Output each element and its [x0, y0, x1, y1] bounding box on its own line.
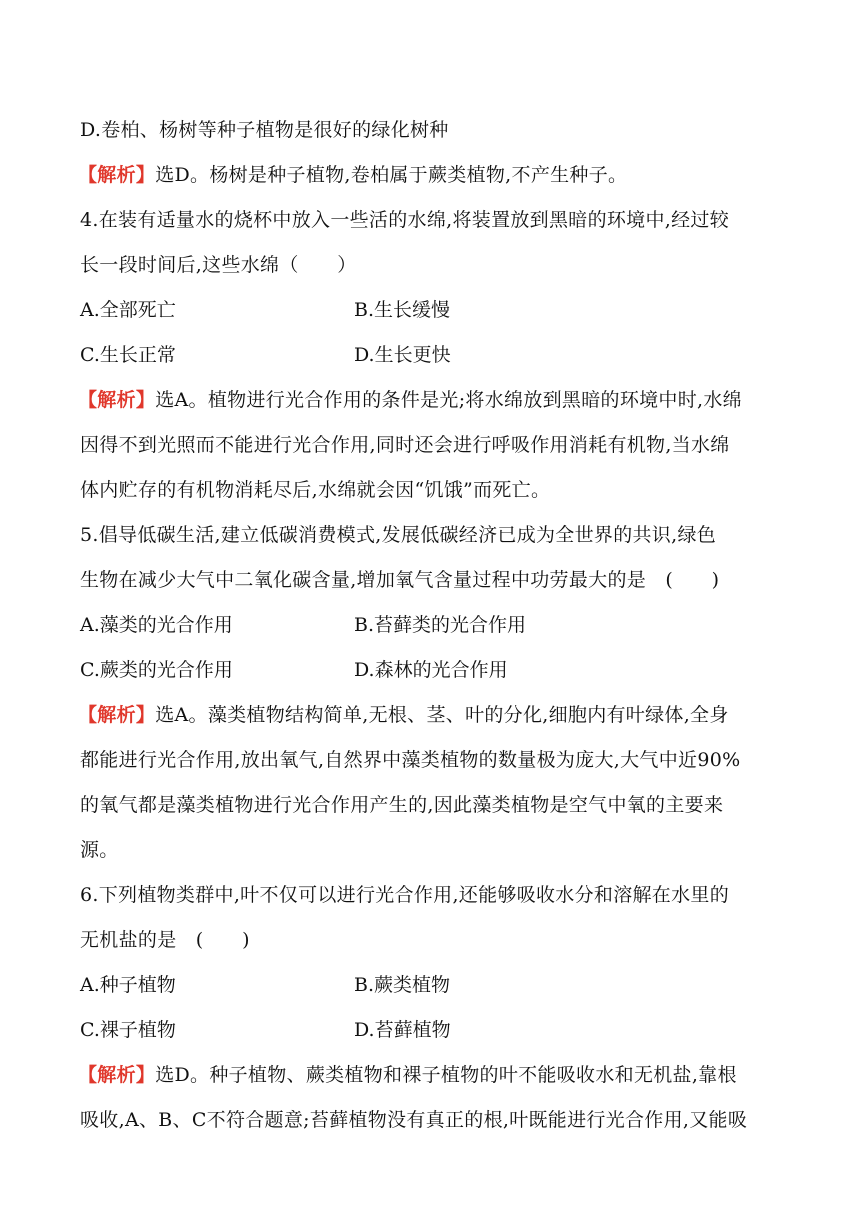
q4-analysis-line-1 [80, 378, 780, 423]
q4-analysis-line-3: 体内贮存的有机物消耗尽后,水绵就会因“饥饿”而死亡。 [80, 479, 551, 501]
q6-options-row-2 [80, 1008, 780, 1053]
q5-option-d: D.森林的光合作用 [354, 659, 508, 681]
q6-analysis-text-1: 选D。种子植物、蕨类植物和裸子植物的叶不能吸收水和无机盐,靠根 [155, 1064, 737, 1086]
q6-option-a: A.种子植物 [80, 974, 176, 996]
q4-stem-line-1: 4.在装有适量水的烧杯中放入一些活的水绵,将装置放到黑暗的环境中,经过较 [80, 209, 730, 231]
q5-analysis-line-1 [80, 693, 780, 738]
q4-option-b: B.生长缓慢 [354, 299, 451, 321]
q6-option-b: B.蕨类植物 [354, 974, 451, 996]
q5-stem-line-1: 5.倡导低碳生活,建立低碳消费模式,发展低碳经济已成为全世界的共识,绿色 [80, 524, 717, 546]
analysis-tag: 【解析】 [78, 389, 156, 411]
analysis-tag: 【解析】 [78, 704, 156, 726]
q6-options-row-1 [80, 963, 780, 1008]
q5-options-row-1 [80, 603, 780, 648]
q4-options-row-1 [80, 288, 780, 333]
q6-option-d: D.苔藓植物 [354, 1019, 451, 1041]
q5-option-a: A.藻类的光合作用 [80, 614, 233, 636]
q6-analysis-line-1 [80, 1053, 780, 1098]
q3-analysis-text: 选D。杨树是种子植物,卷柏属于蕨类植物,不产生种子。 [155, 164, 628, 186]
q5-stem-line-2: 生物在减少大气中二氧化碳含量,增加氧气含量过程中功劳最大的是 ( ) [80, 569, 720, 591]
q6-stem-line-1: 6.下列植物类群中,叶不仅可以进行光合作用,还能够吸收水分和溶解在水里的 [80, 884, 730, 906]
q3-analysis [80, 153, 780, 198]
q4-option-d: D.生长更快 [354, 344, 451, 366]
q4-option-a: A.全部死亡 [80, 299, 176, 321]
q6-stem-line-2: 无机盐的是 ( ) [80, 929, 250, 951]
q5-analysis-text-1: 选A。藻类植物结构简单,无根、茎、叶的分化,细胞内有叶绿体,全身 [155, 704, 729, 726]
q5-option-b: B.苔藓类的光合作用 [354, 614, 527, 636]
q5-options-row-2 [80, 648, 780, 693]
q3-option-d: D.卷柏、杨树等种子植物是很好的绿化树种 [80, 119, 449, 141]
q4-analysis-line-2: 因得不到光照而不能进行光合作用,同时还会进行呼吸作用消耗有机物,当水绵 [80, 434, 730, 456]
analysis-tag: 【解析】 [78, 164, 156, 186]
q5-analysis-line-4: 源。 [80, 839, 119, 861]
document-page [80, 108, 780, 1143]
analysis-tag: 【解析】 [78, 1064, 156, 1086]
q4-analysis-text-1: 选A。植物进行光合作用的条件是光;将水绵放到黑暗的环境中时,水绵 [155, 389, 742, 411]
q4-options-row-2 [80, 333, 780, 378]
q6-option-c: C.裸子植物 [80, 1019, 176, 1041]
q5-option-c: C.蕨类的光合作用 [80, 659, 233, 681]
q6-analysis-line-2: 吸收,A、B、C不符合题意;苔藓植物没有真正的根,叶既能进行光合作用,又能吸 [80, 1109, 748, 1131]
q5-analysis-line-3: 的氧气都是藻类植物进行光合作用产生的,因此藻类植物是空气中氧的主要来 [80, 794, 724, 816]
q5-analysis-line-2: 都能进行光合作用,放出氧气,自然界中藻类植物的数量极为庞大,大气中近90% [80, 749, 741, 771]
q4-stem-line-2: 长一段时间后,这些水绵（ ） [80, 254, 357, 276]
q4-option-c: C.生长正常 [80, 344, 176, 366]
